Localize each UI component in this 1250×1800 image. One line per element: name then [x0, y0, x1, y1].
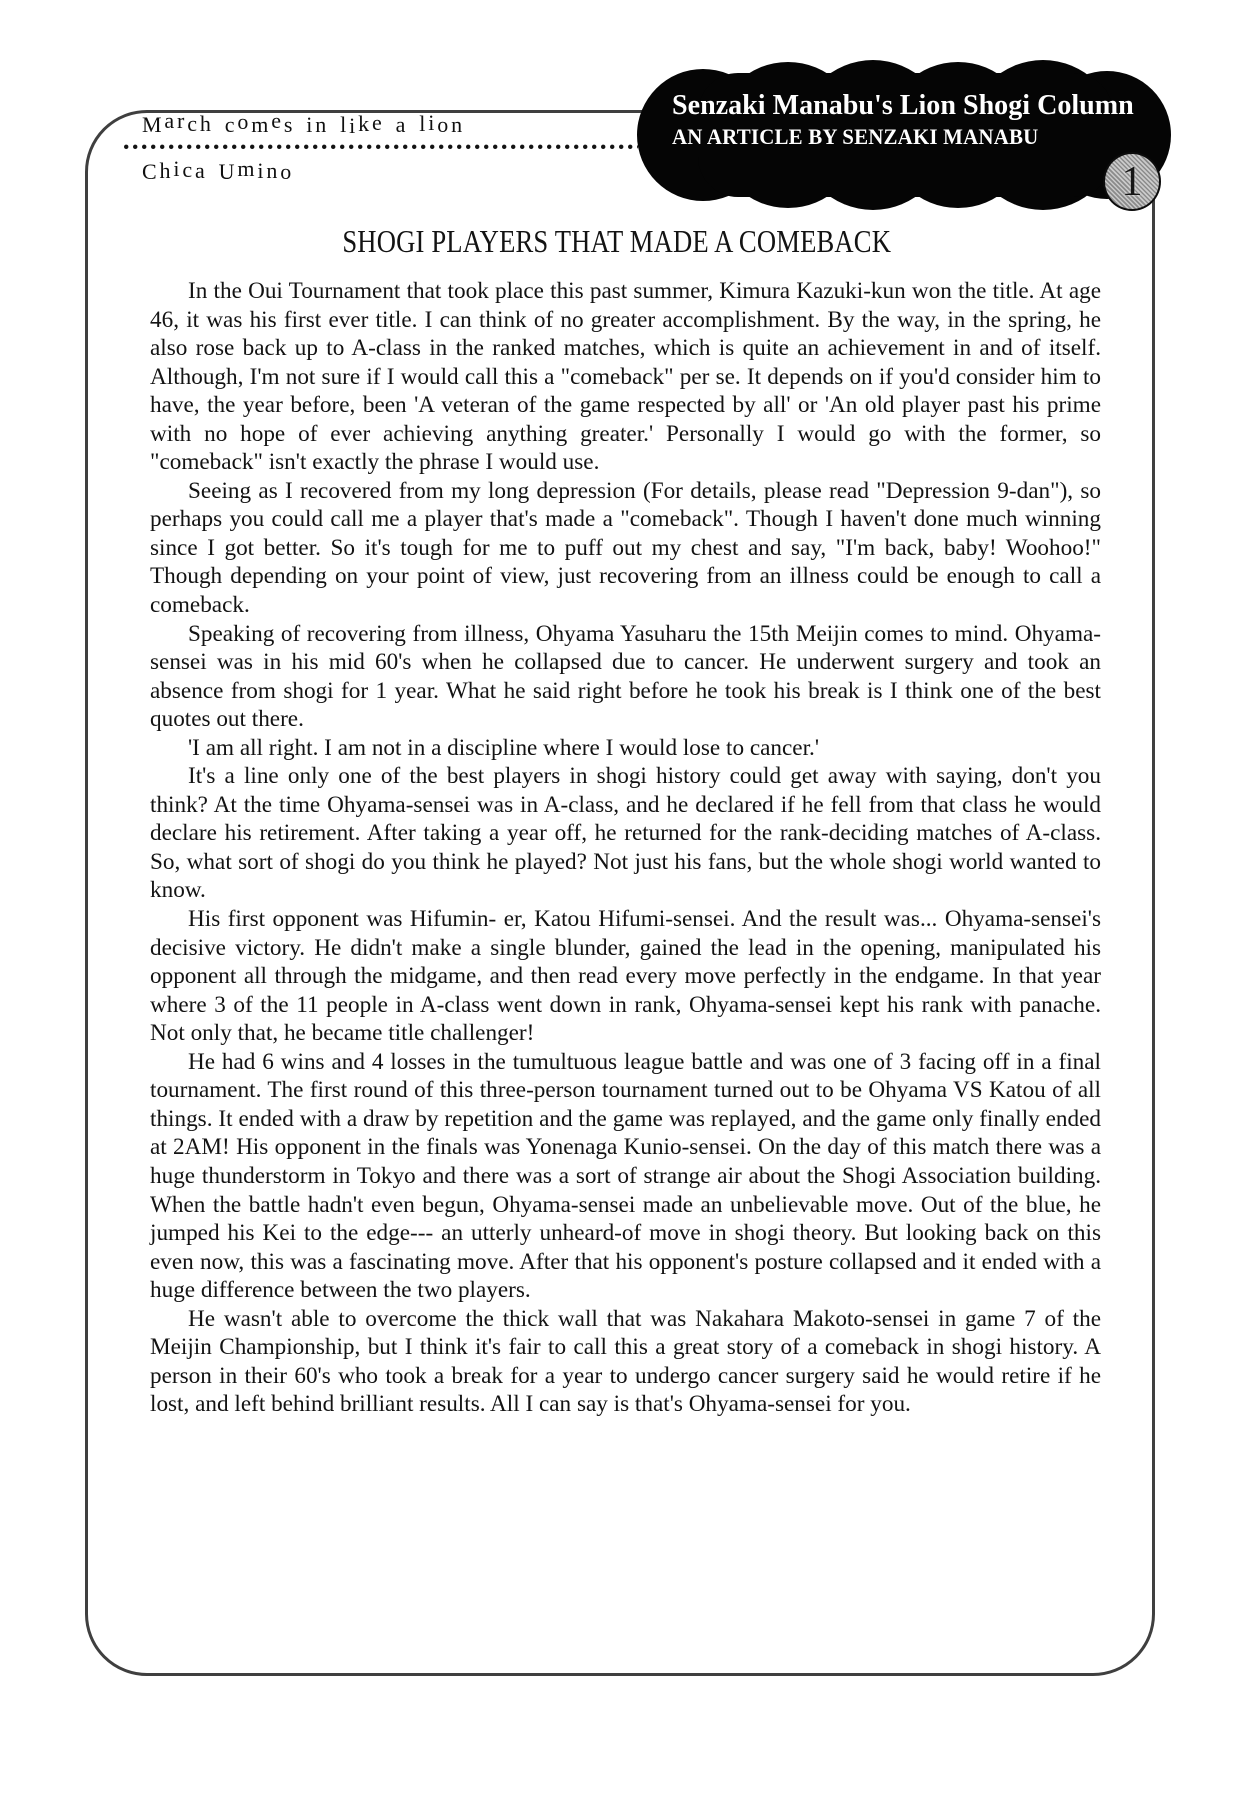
- article-title-text: SHOGI PLAYERS THAT MADE A COMEBACK: [342, 224, 892, 259]
- series-title: March comes in like a lion: [142, 108, 465, 138]
- column-title: Senzaki Manabu's Lion Shogi Column: [672, 90, 1134, 121]
- page-number: 1: [1121, 158, 1143, 205]
- article-paragraph: Speaking of recovering from illness, Ohyama Yasuharu the 15th Meijin comes to mind. Ohyama-sensei was in his mid 60's when he collapsed due to cancer. He underwent surgery and took an absence from shogi for 1 year. What he said right before he took his break is I think one of the best quotes out there.: [150, 620, 1101, 733]
- article-paragraph: Seeing as I recovered from my long depression (For details, please read "Depression 9-dan"), so perhaps you could call me a player that's made a "comeback". Though I haven't done much winning since I got better. So it's tough for me to puff out my chest and say, "I'm back, baby! Woohoo!" Though depending on your point of view, just recovering from an illness could be enough to call a comeback.: [150, 477, 1101, 619]
- dotted-divider: [124, 144, 638, 150]
- page-number-badge: [1103, 152, 1161, 211]
- article-paragraph: He wasn't able to overcome the thick wall that was Nakahara Makoto-sensei in game 7 of the Meijin Championship, but I think it's fair to call this a great story of a comeback in shogi history. A person in their 60's who took a break for a year to undergo cancer surgery said he would retire if he lost, and left behind brilliant results. All I can say is that's Ohyama-sensei for you.: [150, 1305, 1101, 1418]
- article-paragraph: He had 6 wins and 4 losses in the tumultuous league battle and was one of 3 facing off in a final tournament. The first round of this three-person tournament turned out to be Ohyama VS Katou of all things. It ended with a draw by repetition and the game was replayed, and the game only finally ended at 2AM! His opponent in the finals was Yonenaga Kunio-sensei. On the day of this match there was a huge thunderstorm in Tokyo and there was a sort of strange air about the Shogi Association building. When the battle hadn't even begun, Ohyama-sensei made an unbelievable move. Out of the blue, he jumped his Kei to the edge--- an utterly unheard-of move in shogi theory. But looking back on this even now, this was a fascinating move. After that his opponent's posture collapsed and it ended with a huge difference between the two players.: [150, 1048, 1101, 1304]
- article-paragraph: 'I am all right. I am not in a discipline where I would lose to cancer.': [188, 734, 820, 761]
- article-paragraph: In the Oui Tournament that took place this past summer, Kimura Kazuki-kun won the title. At age 46, it was his first ever title. I can think of no greater accomplishment. By the way, in the spring, he also rose back up to A-class in the ranked matches, which is quite an achievement in and of itself. Although, I'm not sure if I would call this a "comeback" per se. It depends on if you'd consider him to have, the year before, been 'A veteran of the game respected by all' or 'An old player past his prime with no hope of ever achieving anything greater.' Personally I would go with the former, so "comeback" isn't exactly the phrase I would use.: [150, 278, 1101, 476]
- column-banner-text: [672, 90, 1141, 150]
- article-paragraph: His first opponent was Hifumin- er, Katou Hifumi-sensei. And the result was... Ohyama-sensei's decisive victory. He didn't make a single blunder, gained the lead in the opening, manipulated his opponent all through the midgame, and then read every move perfectly in the endgame. In that year where 3 of the 11 people in A-class went down in rank, Ohyama-sensei kept his rank with panache. Not only that, he became title challenger!: [150, 906, 1101, 1047]
- article-paragraph: It's a line only one of the best players in shogi history could get away with saying, don't you think? At the time Ohyama-sensei was in A-class, and he declared if he fell from that class he would declare his retirement. After taking a year off, he returned for the rank-deciding matches of A-class. So, what sort of shogi do you think he played? Not just his fans, but the whole shogi world wanted to know.: [150, 763, 1101, 904]
- author-name: Chica Umino: [142, 156, 295, 184]
- article-body: [150, 277, 1101, 1419]
- article-title: [85, 224, 1149, 260]
- column-subtitle: AN ARTICLE BY SENZAKI MANABU: [672, 124, 1039, 149]
